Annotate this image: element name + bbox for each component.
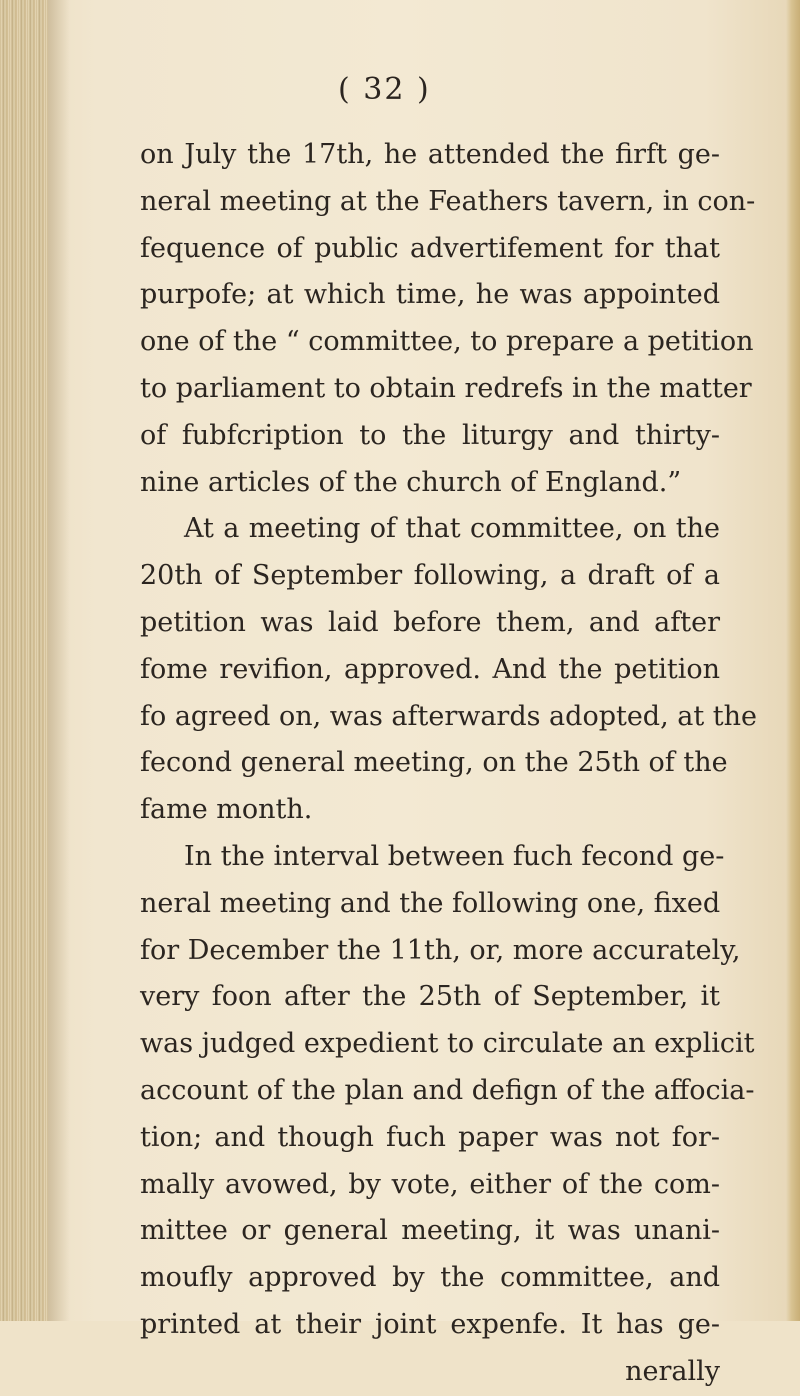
gutter-shadow [48,0,70,1321]
text-line: fecond general meeting, on the 25th of the [140,747,728,779]
text-line: printed at their joint expenfe. It has ge- [140,1308,720,1340]
text-line: neral meeting at the Feathers tavern, in con- [140,185,756,217]
text-line: for December the 11th, or, more accurately, [140,934,741,966]
text-line: fequence of public advertifement for that [140,232,720,264]
text-line: mally avowed, by vote, either of the com- [140,1168,720,1200]
text-line: very foon after the 25th of September, it [140,981,720,1013]
text-line: At a meeting of that committee, on the [184,513,720,545]
text-line: petition was laid before them, and after [140,606,720,638]
catchword: nerally [625,1355,720,1387]
text-line: one of the “ committee, to prepare a petition [140,326,754,358]
text-line: neral meeting and the following one, fixed [140,887,721,919]
body-text [140,132,758,1396]
text-line: fome revifion, approved. And the petition [140,653,720,685]
page-number-header: ( 32 ) [338,72,431,107]
text-line: to parliament to obtain redrefs in the matter [140,372,752,404]
text-line: nine articles of the church of England.” [140,466,682,498]
text-line: tion; and though fuch paper was not for- [140,1121,720,1153]
text-line: on July the 17th, he attended the firft ge- [140,139,720,170]
text-line: mittee or general meeting, it was unani- [140,1215,720,1247]
page-edge [786,0,800,1321]
text-line: fo agreed on, was afterwards adopted, at the [140,700,758,732]
page-gutter [0,0,48,1321]
text-line: moufly approved by the committee, and [140,1262,720,1294]
text-line: fame month. [140,794,313,826]
text-line: was judged expedient to circulate an explicit [140,1028,755,1060]
text-line: account of the plan and defign of the affocia- [140,1074,755,1106]
text-line: 20th of September following, a draft of a [140,560,720,592]
text-line: of fubfcription to the liturgy and thirty- [140,419,720,451]
text-line: purpofe; at which time, he was appointed [140,279,720,311]
text-line: In the interval between fuch fecond ge- [184,840,725,872]
